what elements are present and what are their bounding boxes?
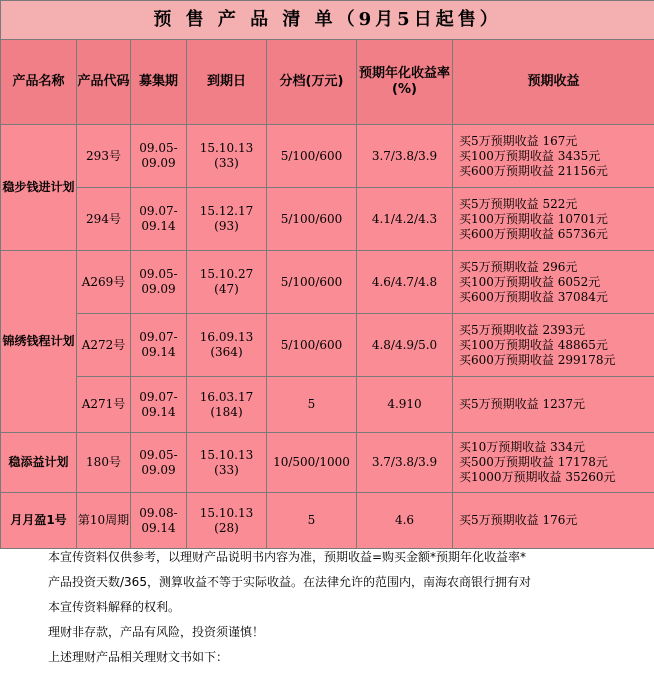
product-code [77,493,131,549]
code-text: 第10周期 [77,513,130,527]
tier-text: 5/100/600 [280,274,343,289]
header-product-code: 产品代码 [77,40,131,125]
period-start: 09.07- [139,389,178,404]
disclaimer-notes [48,545,648,670]
note-line: 理财非存款，产品有风险，投资须谨慎！ [48,625,265,639]
maturity-date [187,125,267,188]
rate-text: 4.910 [387,397,422,411]
header-tier: 分档(万元) [267,40,357,125]
code-text: A269号 [81,274,126,289]
rate-text: 3.7/3.8/3.9 [371,455,438,469]
due-days: (33) [214,156,239,170]
raising-period [131,125,187,188]
header-expected-income: 预期收益 [453,40,654,125]
expected-income [453,251,654,314]
income-line: 买500万预期收益 17178元 [459,455,608,469]
income-line: 买600万预期收益 65736元 [459,226,608,241]
raising-period [131,377,187,433]
tier-amount [267,493,357,549]
period-start: 09.05- [139,141,178,155]
product-code [77,314,131,377]
period-end: 09.09 [141,282,176,296]
expected-income [453,377,654,433]
header-raising-period: 募集期 [131,40,187,125]
expected-income [453,188,654,251]
code-text: A272号 [81,337,126,352]
income-line: 买5万预期收益 167元 [459,133,578,148]
raising-period [131,251,187,314]
due-date: 16.03.17 [199,389,254,404]
expected-rate [357,188,453,251]
maturity-date [187,377,267,433]
rate-text: 4.6 [394,513,415,527]
expected-rate [357,433,453,493]
income-line: 买600万预期收益 299178元 [459,352,616,367]
tier-text: 10/500/1000 [273,455,350,469]
due-date: 15.12.17 [199,204,254,218]
maturity-date [187,188,267,251]
tier-text: 5/100/600 [280,337,343,352]
code-text: 180号 [86,455,121,469]
note-line: 本宣传资料解释的权利。 [48,600,181,614]
tier-text: 5/100/600 [280,148,343,163]
header-maturity-date: 到期日 [187,40,267,125]
product-code [77,251,131,314]
expected-rate [357,125,453,188]
code-text: 293号 [86,148,121,163]
period-start: 09.05- [139,267,178,281]
product-code [77,188,131,251]
expected-rate [357,377,453,433]
rate-text: 3.7/3.8/3.9 [371,148,438,163]
period-end: 09.14 [141,520,176,535]
period-end: 09.09 [141,462,176,477]
income-line: 买600万预期收益 21156元 [459,163,608,178]
income-line: 买100万预期收益 3435元 [459,148,601,163]
income-line: 买5万预期收益 296元 [459,259,578,274]
income-line: 买1000万预期收益 35260元 [459,470,616,484]
due-date: 15.10.13 [199,447,254,462]
income-line: 买100万预期收益 10701元 [459,211,608,226]
product-name: 月月盈1号 [1,493,77,549]
period-start: 09.07- [139,330,178,344]
header-product-name: 产品名称 [1,40,77,125]
tier-amount [267,314,357,377]
expected-income [453,125,654,188]
income-line: 买100万预期收益 6052元 [459,274,601,289]
table-row [1,314,654,377]
table-row [1,377,654,433]
product-code [77,377,131,433]
expected-rate [357,314,453,377]
due-days: (184) [210,404,243,419]
table-row [1,188,654,251]
product-name: 稳步钱进计划 [1,125,77,251]
tier-amount [267,377,357,433]
period-end: 09.09 [141,156,176,170]
code-text: A271号 [81,397,126,411]
due-date: 15.10.13 [199,141,254,155]
period-end: 09.14 [141,345,176,359]
expected-rate [357,493,453,549]
tier-text: 5 [307,397,316,411]
period-end: 09.14 [141,219,176,233]
due-date: 15.10.13 [199,505,254,520]
tier-text: 5 [307,513,316,527]
tier-amount [267,188,357,251]
due-days: (28) [214,520,239,535]
note-line: 上述理财产品相关理财文书如下： [48,650,229,664]
table-row [1,493,654,549]
tier-amount [267,251,357,314]
period-end: 09.14 [141,404,176,419]
raising-period [131,314,187,377]
note-line: 产品投资天数/365，测算收益不等于实际收益。在法律允许的范围内，南海农商银行拥有对 [48,575,531,589]
income-line: 买5万预期收益 1237元 [459,397,585,411]
due-days: (33) [214,462,239,477]
income-line: 买5万预期收益 2393元 [459,322,585,337]
header-expected-rate: 预期年化收益率(%) [357,40,453,125]
expected-income [453,493,654,549]
period-start: 09.05- [139,447,178,462]
product-code [77,433,131,493]
tier-amount [267,125,357,188]
maturity-date [187,493,267,549]
expected-rate [357,251,453,314]
product-name: 锦绣钱程计划 [1,251,77,433]
product-name: 稳添益计划 [1,433,77,493]
income-line: 买10万预期收益 334元 [459,440,585,454]
income-line: 买600万预期收益 37084元 [459,289,608,304]
expected-income [453,433,654,493]
income-line: 买100万预期收益 48865元 [459,337,608,352]
due-days: (93) [214,219,239,233]
product-code [77,125,131,188]
income-line: 买5万预期收益 522元 [459,196,578,211]
note-line: 本宣传资料仅供参考，以理财产品说明书内容为准，预期收益=购买金额*预期年化收益率* [48,550,527,564]
period-start: 09.08- [139,505,178,520]
due-date: 16.09.13 [199,330,254,344]
raising-period [131,188,187,251]
period-start: 09.07- [139,204,178,218]
table-row [1,125,654,188]
raising-period [131,493,187,549]
due-date: 15.10.27 [199,267,254,281]
code-text: 294号 [86,211,121,226]
rate-text: 4.1/4.2/4.3 [371,211,438,226]
table-row [1,251,654,314]
income-line: 买5万预期收益 176元 [459,513,578,527]
rate-text: 4.8/4.9/5.0 [371,337,438,352]
maturity-date [187,251,267,314]
raising-period [131,433,187,493]
rate-text: 4.6/4.7/4.8 [371,274,438,289]
due-days: (47) [214,282,239,296]
table-title: 预 售 产 品 清 单（9月5日起售） [1,1,654,40]
tier-text: 5/100/600 [280,211,343,226]
maturity-date [187,433,267,493]
maturity-date [187,314,267,377]
expected-income [453,314,654,377]
table-row [1,433,654,493]
due-days: (364) [210,345,243,359]
tier-amount [267,433,357,493]
